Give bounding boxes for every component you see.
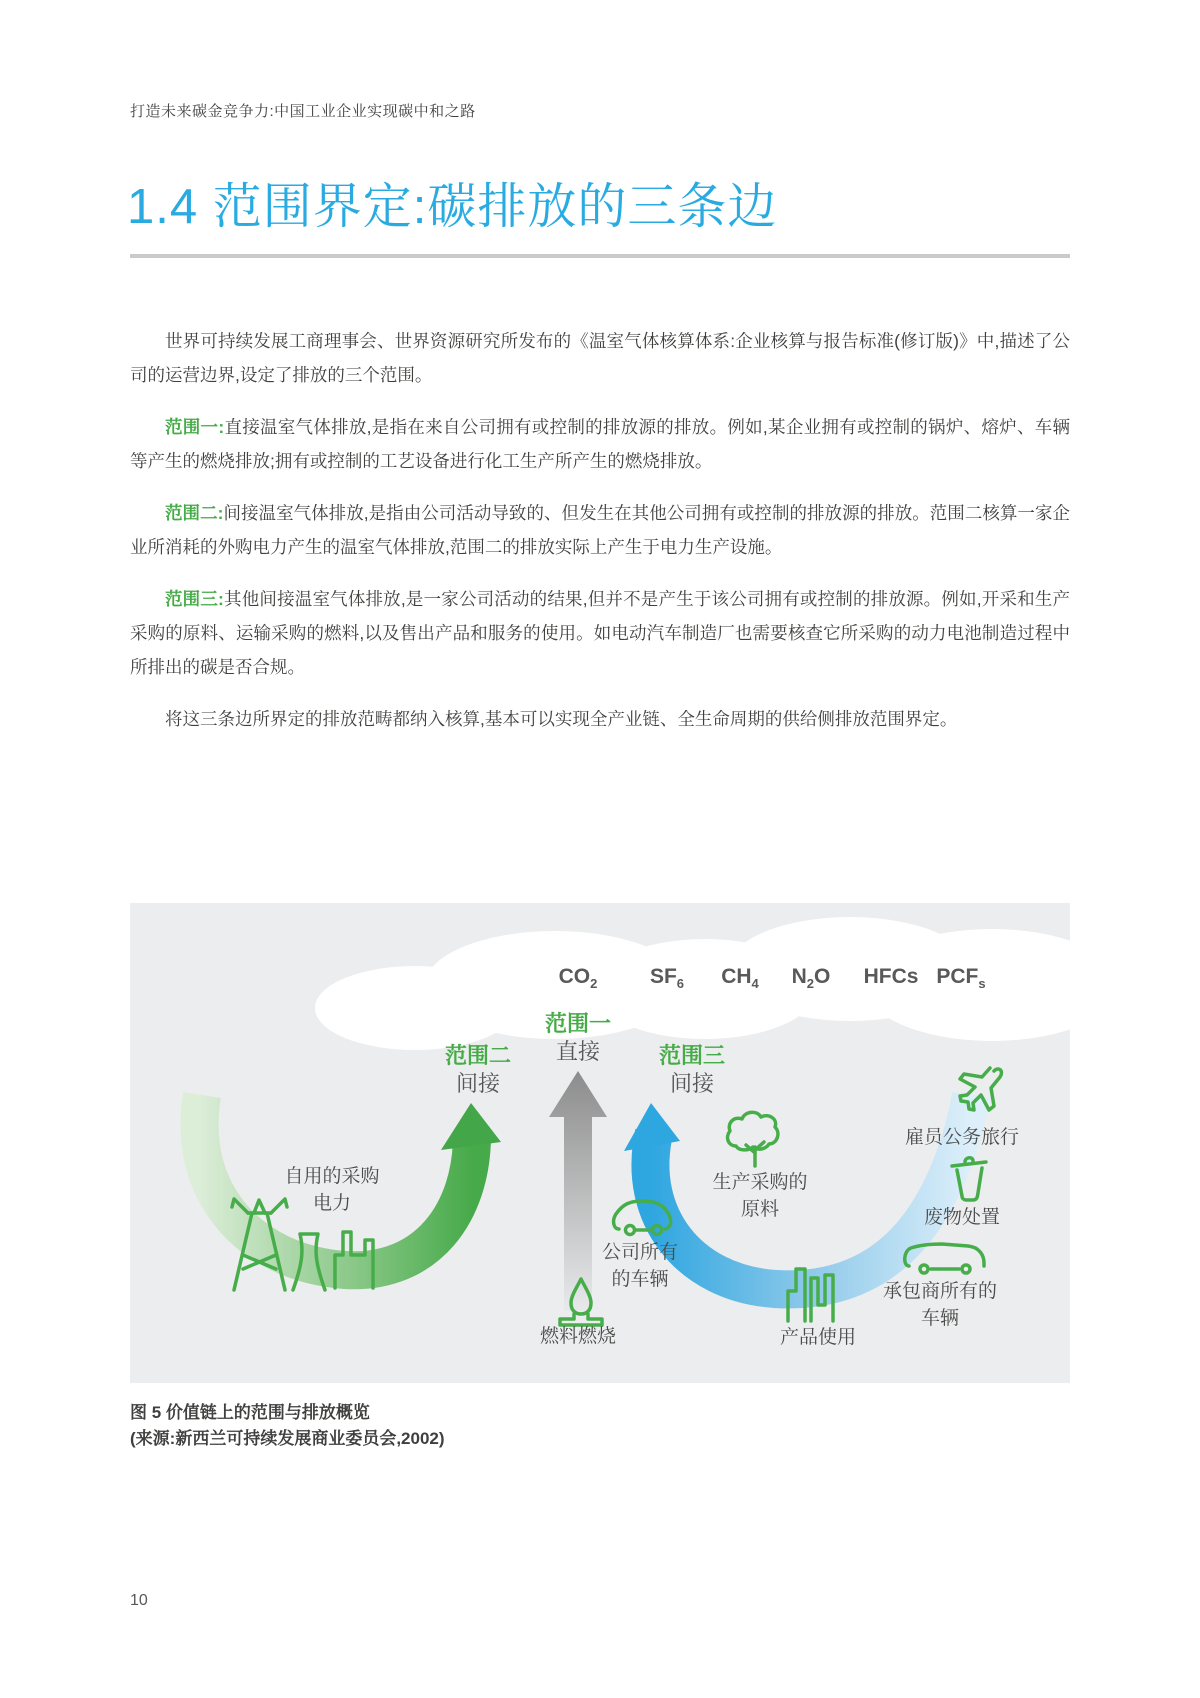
scope1-type: 直接 [555,1039,601,1064]
figure-caption: 图 5 价值链上的范围与排放概览 [130,1403,370,1422]
running-header: 打造未来碳金竞争力:中国工业企业实现碳中和之路 [130,103,476,120]
gas-n2o-main: N [791,965,807,988]
scope3-text: 其他间接温室气体排放,是一家公司活动的结果,但并不是产生于该公司拥有或控制的排放源。例如,开采和生产采购的原料、运输采购的燃料,以及售出产品和服务的使用。如电动汽车制造厂也需要核查它所采购的动力电池制造过程中所排出的碳是否合规。 [130,589,1070,677]
purchased-electricity-line1: 自用的采购 [284,1166,380,1187]
label-purchased-electricity [284,1163,379,1217]
gas-sf6-sub: 6 [676,976,685,992]
gas-label-hfcs [864,965,919,991]
closing-text: 将这三条边所界定的排放范畴都纳入核算,基本可以实现全产业链、全生命周期的供给侧排放范围界定。 [165,709,958,729]
gas-pcfs-sub: s [978,976,986,992]
scope3-label: 范围三: [165,589,224,609]
page-number: 10 [130,1592,148,1609]
gas-hfcs-main: HFCs [863,965,919,988]
scope2-type: 间接 [455,1071,501,1096]
scope1-tag [545,1010,611,1066]
label-contractor-vehicles [883,1278,997,1332]
gas-n2o-sub: 2 [806,976,815,992]
body-text [130,324,1070,754]
scope3-paragraph [130,582,1070,684]
scope1-paragraph [130,410,1070,478]
scope2-paragraph [130,496,1070,564]
contractor-vehicles-line2: 车辆 [920,1308,960,1329]
gas-label-n2o [792,965,831,991]
label-product-use: 产品使用 [779,1327,857,1348]
gas-label-ch4 [721,965,759,991]
figure-source: (来源:新西兰可持续发展商业委员会,2002) [130,1429,445,1448]
intro-text: 世界可持续发展工商理事会、世界资源研究所发布的《温室气体核算体系:企业核算与报告标准(修订版)》中,描述了公司的运营边界,设定了排放的三个范围。 [130,331,1070,385]
gas-pcfs-main: PCF [936,965,979,988]
label-fuel-combustion: 燃料燃烧 [539,1326,617,1347]
scope3-tag [659,1042,725,1098]
gas-label-co2 [559,965,598,991]
gas-label-pcfs [936,965,985,991]
gas-sf6-main: SF [649,965,677,988]
label-purchased-materials [712,1169,807,1223]
scope1-text: 直接温室气体排放,是指在来自公司拥有或控制的排放源的排放。例如,某企业拥有或控制的锅炉、熔炉、车辆等产生的燃烧排放;拥有或控制的工艺设备进行化工生产所产生的燃烧排放。 [130,417,1070,471]
intro-paragraph [130,324,1070,392]
scope1-name: 范围一 [544,1011,612,1036]
scope1-arrow [549,1071,607,1311]
scope2-name: 范围二 [444,1043,512,1068]
purchased-materials-line2: 原料 [740,1199,780,1220]
gas-ch4-sub: 4 [751,976,759,992]
purchased-electricity-line2: 电力 [312,1193,352,1214]
scope2-label: 范围二: [165,503,224,523]
gas-ch4-main: CH [721,965,752,988]
page-title: 1.4 范围界定:碳排放的三条边 [127,180,778,234]
label-company-vehicles [602,1239,678,1293]
scope1-label: 范围一: [165,417,225,437]
figure-5-diagram [130,903,1070,1383]
gas-co2-sub: 2 [590,976,598,992]
closing-paragraph [130,702,1070,736]
scope3-name: 范围三 [658,1043,726,1068]
scope2-tag [445,1042,511,1098]
title-divider [130,254,1070,258]
company-vehicles-line2: 的车辆 [611,1269,669,1290]
label-employee-travel: 雇员公务旅行 [904,1127,1020,1148]
gas-co2-main: CO [558,965,591,988]
scope3-type: 间接 [669,1071,715,1096]
purchased-materials-line1: 生产采购的 [712,1172,808,1193]
company-vehicles-line1: 公司所有 [601,1242,679,1263]
label-waste-disposal: 废物处置 [923,1207,1001,1228]
contractor-vehicles-line1: 承包商所有的 [882,1281,998,1302]
tree-icon [728,1112,778,1166]
gas-label-sf6 [650,965,684,991]
scope2-text: 间接温室气体排放,是指由公司活动导致的、但发生在其他公司拥有或控制的排放源的排放。范围二核算一家企业所消耗的外购电力产生的温室气体排放,范围二的排放实际上产生于电力生产设施。 [130,503,1071,557]
gas-n2o-tail: O [814,965,831,988]
